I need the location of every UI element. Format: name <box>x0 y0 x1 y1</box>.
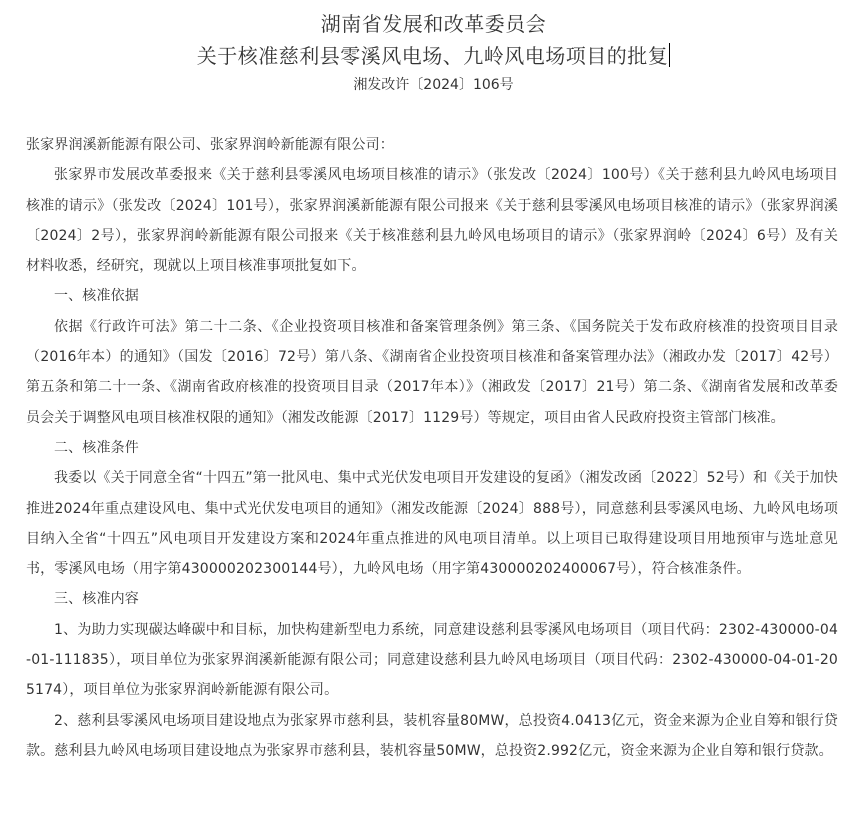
intro-paragraph: 张家界市发展改革委报来《关于慈利县零溪风电场项目核准的请示》（张发改〔2024〕100号）《关于慈利县九岭风电场项目核准的请示》（张发改〔2024〕101号），张家界润溪新能源有限公司报来《关于慈利县零溪风电场项目核准的请示》（张家界润溪〔2024〕2号），张家界润岭新能源有限公司报来《关于核准慈利县九岭风电场项目的请示》（张家界润岭〔2024〕6号）及有关材料收悉，经研究，现就以上项目核准事项批复如下。 <box>26 167 838 275</box>
document-number: 湘发改许〔2024〕106号 <box>353 77 514 93</box>
section-heading-conditions: 二、核准条件 <box>54 439 139 456</box>
document-title-text: 关于核准慈利县零溪风电场、九岭风电场项目的批复 <box>196 44 669 68</box>
document-title <box>0 42 867 70</box>
section-heading-content: 三、核准内容 <box>54 591 139 608</box>
content-item-2: 2、慈利县零溪风电场项目建设地点为张家界市慈利县，装机容量80MW，总投资4.0413亿元，资金来源为企业自筹和银行贷款。慈利县九岭风电场项目建设地点为张家界市慈利县，装机容量50MW，总投资2.992亿元，资金来源为企业自筹和银行贷款。 <box>26 712 838 759</box>
issuing-organization: 湖南省发展和改革委员会 <box>320 12 547 36</box>
section-text-basis: 依据《行政许可法》第二十二条、《企业投资项目核准和备案管理条例》第三条、《国务院关于发布政府核准的投资项目目录（2016年本）的通知》（国发〔2016〕72号）第八条、《湖南省企业投资项目核准和备案管理办法》（湘政办发〔2017〕42号）第五条和第二十一条、《湖南省政府核准的投资项目目录（2017年本）》（湘政发〔2017〕21号）第二条、《湖南省发展和改革委员会关于调整风电项目核准权限的通知》（湘发改能源〔2017〕1129号）等规定，项目由省人民政府投资主管部门核准。 <box>26 318 838 426</box>
document-body <box>26 130 838 766</box>
section-heading-basis: 一、核准依据 <box>54 288 139 305</box>
text-cursor <box>669 43 670 67</box>
addressee: 张家界润溪新能源有限公司、张家界润岭新能源有限公司： <box>26 137 394 153</box>
section-text-conditions: 我委以《关于同意全省“十四五”第一批风电、集中式光伏发电项目开发建设的复函》（湘发改函〔2022〕52号）和《关于加快推进2024年重点建设风电、集中式光伏发电项目的通知》（湘发改能源〔2024〕888号），同意慈利县零溪风电场、九岭风电场项目纳入全省“十四五”风电项目开发建设方案和2024年重点推进的风电项目清单。以上项目已取得建设项目用地预审与选址意见书，零溪风电场（用字第430000202300144号），九岭风电场（用字第430000202400067号），符合核准条件。 <box>26 470 838 578</box>
content-item-1: 1、为助力实现碳达峰碳中和目标，加快构建新型电力系统，同意建设慈利县零溪风电场项目（项目代码：2302-430000-04-01-111835），项目单位为张家界润溪新能源有限公司；同意建设慈利县九岭风电场项目（项目代码：2302-430000-04-01-205174），项目单位为张家界润岭新能源有限公司。 <box>26 621 838 699</box>
